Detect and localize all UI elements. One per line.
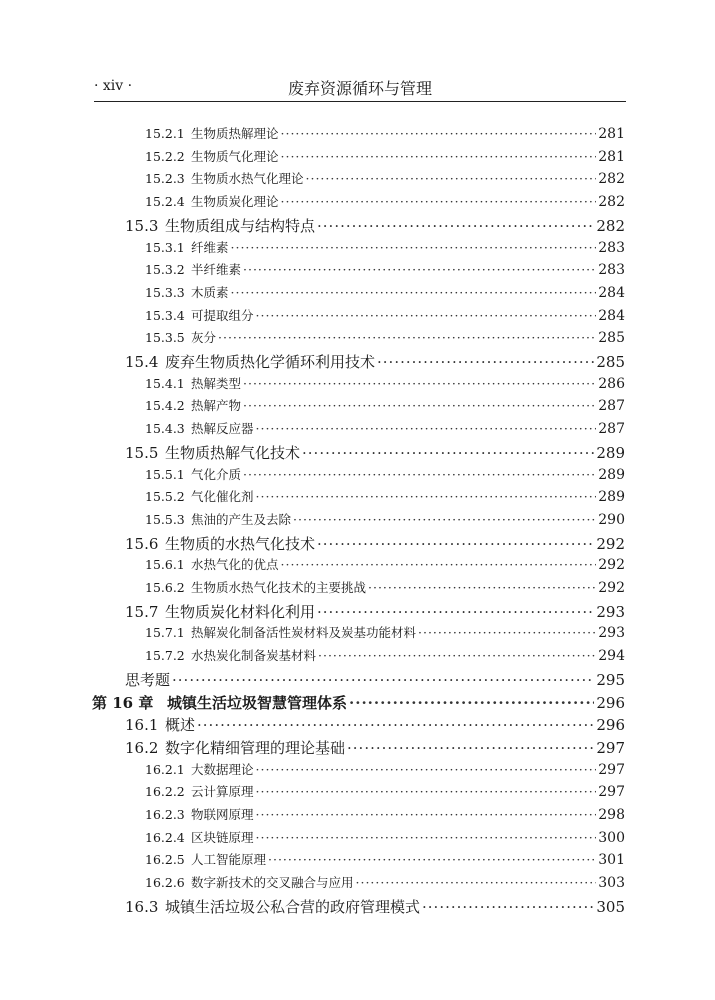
toc-entry-number: 15.4 [125,353,159,371]
dot-leader [218,330,596,345]
toc-entry-title: 人工智能原理 [191,852,267,868]
toc-entry-title: 水热炭化制备炭基材料 [191,648,317,664]
toc-entry-title: 数字化精细管理的理论基础 [165,738,346,757]
toc-entry [125,351,625,374]
toc-entry-page: 282 [596,216,625,235]
dot-leader [243,398,596,413]
dot-leader [281,149,597,164]
dot-leader [256,807,597,822]
toc-entry-number: 15.2.4 [145,194,185,210]
toc-entry [145,306,625,328]
toc-entry [125,896,625,919]
toc-entry-page: 286 [598,375,625,392]
toc-entry-title: 木质素 [191,284,229,300]
toc-entry-page: 298 [598,807,625,823]
toc-entry-number: 16.3 [125,897,159,916]
toc-entry-number: 15.6.1 [145,557,185,573]
toc-entry [145,555,625,577]
dot-leader [268,852,596,867]
toc-entry [145,147,625,169]
toc-entry-number: 15.3 [125,216,159,235]
toc-entry [145,374,625,396]
toc-entry [145,283,625,305]
toc-entry [125,669,625,692]
toc-entry-number: 15.5.1 [145,466,185,482]
toc-entry-page: 289 [598,489,625,506]
toc-entry [145,419,625,441]
toc-entry-title: 纤维素 [191,239,229,255]
dot-leader [231,240,597,255]
dot-leader [302,444,594,462]
toc-entry [125,215,625,238]
toc-entry-title: 大数据理论 [191,761,254,777]
toc-entry-page: 294 [598,648,625,665]
toc-entry-title: 焦油的产生及去除 [191,511,292,527]
dot-leader [243,467,596,482]
toc-entry [145,465,625,487]
toc-entry-page: 289 [598,466,625,483]
toc-entry-page: 305 [596,897,625,916]
toc-entry [125,714,625,737]
dot-leader [347,739,594,757]
toc-entry [145,238,625,260]
toc-entry-title: 气化介质 [191,466,242,482]
toc-entry-page: 301 [598,852,625,869]
toc-entry [145,850,625,872]
toc-entry [125,533,625,556]
dot-leader [306,171,597,186]
toc-entry-number: 15.4.3 [145,421,185,437]
toc-entry-title: 物联网原理 [191,807,254,822]
toc-entry-page: 285 [596,353,625,371]
toc-entry-number: 16.2.2 [145,784,185,800]
toc-entry-title: 生物质的水热气化技术 [165,534,316,553]
toc-entry [145,192,625,214]
toc-entry-number: 15.3.4 [145,307,185,323]
dot-leader [349,694,594,712]
toc-entry-page: 289 [596,443,625,462]
toc-entry [92,692,625,715]
toc-entry-page: 297 [598,761,625,778]
toc-entry-page: 293 [598,625,625,642]
toc-entry-number: 16.2.4 [145,829,185,845]
toc-entry-title: 生物质气化理论 [191,148,279,164]
toc-entry-number: 15.4.1 [145,375,185,391]
dot-leader [317,217,594,235]
dot-leader [281,557,597,572]
toc-entry [145,124,625,146]
toc-entry-title: 灰分 [191,330,217,346]
toc-entry-title: 水热气化的优点 [191,557,279,573]
dot-leader [356,875,597,890]
toc-entry-number: 15.2.1 [145,126,185,141]
toc-entry-page: 284 [598,307,625,324]
header-rule [94,101,626,102]
toc-entry [145,760,625,782]
toc-entry-title: 生物质炭化理论 [191,194,279,210]
toc-entry-page: 303 [598,875,625,892]
running-title: 废弃资源循环与管理 [287,79,432,98]
toc-entry-title: 热解炭化制备活性炭材料及炭基功能材料 [191,625,417,641]
toc-entry-number: 15.2.3 [145,171,185,187]
toc-entry-title: 热解产物 [191,398,242,414]
dot-leader [281,194,597,209]
toc-entry-page: 296 [596,716,625,735]
page-number: · xiv · [94,78,133,94]
toc-entry-page: 295 [596,670,625,689]
toc-entry-page: 297 [596,738,625,757]
toc-entry-number: 15.6.2 [145,580,185,595]
toc-entry-number: 第 16 章 [92,693,154,712]
toc-entry [125,601,625,624]
toc-entry [125,442,625,465]
toc-entry-title: 半纤维素 [191,262,242,278]
toc-entry-page: 282 [598,194,625,211]
toc-entry-page: 293 [596,602,625,621]
page-header [94,70,626,100]
toc-entry-number: 15.4.2 [145,398,185,414]
dot-leader [243,262,596,277]
dot-leader [256,489,597,504]
toc-entry [145,873,625,895]
dot-leader [377,353,594,371]
dot-leader [293,512,596,527]
toc-entry-page: 285 [598,330,625,347]
toc-entry-number: 15.5 [125,443,159,462]
toc-entry-page: 290 [598,511,625,528]
toc-entry [145,646,625,668]
dot-leader [368,580,596,595]
toc-entry-number: 15.3.2 [145,262,185,278]
toc-entry [125,737,625,760]
dot-leader [281,126,597,141]
toc-entry-title: 区块链原理 [191,829,254,845]
toc-entry-title: 废弃生物质热化学循环利用技术 [165,353,376,371]
toc-entry-number: 16.2 [125,738,159,757]
toc-entry [145,396,625,418]
toc-entry-title: 生物质组成与结构特点 [165,216,316,235]
toc-entry-number: 16.2.6 [145,875,185,891]
toc-entry-title: 生物质热解气化技术 [165,443,301,462]
dot-leader [317,535,594,553]
toc-entry-number: 15.5.3 [145,511,185,527]
toc-entry-title: 可提取组分 [191,307,254,323]
toc-entry-number: 15.7.1 [145,625,185,641]
toc-entry-title: 气化催化剂 [191,489,254,505]
toc-entry-title: 思考题 [125,670,171,689]
toc-entry-page: 281 [598,148,625,165]
dot-leader [256,421,597,436]
toc-entry-number: 16.2.5 [145,852,185,868]
toc-entry-page: 283 [598,262,625,279]
toc-entry [145,487,625,509]
dot-leader [231,285,597,300]
toc-entry-title: 概述 [165,716,196,735]
dot-leader [317,603,594,621]
toc-entry-page: 283 [598,239,625,256]
toc-entry-title: 热解反应器 [191,421,254,437]
toc-entry-page: 281 [598,126,625,142]
toc-entry-title: 云计算原理 [191,784,254,800]
toc-entry-page: 287 [598,421,625,438]
toc-entry-number: 15.3.1 [145,239,185,255]
toc-entry-page: 292 [598,557,625,574]
toc-entry-number: 15.3.3 [145,284,185,300]
toc-entry-title: 热解类型 [191,375,242,391]
dot-leader [422,898,594,916]
toc-entry-number: 15.7.2 [145,648,185,664]
dot-leader [197,716,594,734]
toc-entry-title: 生物质水热气化理论 [191,171,304,187]
toc-entry-page: 300 [598,829,625,846]
toc-entry-title: 数字新技术的交叉融合与应用 [191,875,354,891]
toc-entry-page: 297 [598,784,625,801]
toc-entry-number: 15.7 [125,602,159,621]
toc-entry [145,328,625,350]
toc-entry [145,260,625,282]
toc-entry [145,578,625,600]
toc-entry [145,828,625,850]
toc-entry-page: 292 [596,534,625,553]
toc-entry-title: 生物质炭化材料化利用 [165,602,316,621]
toc-entry-page: 296 [596,693,625,712]
toc-entry [145,782,625,804]
toc-entry-number: 15.3.5 [145,330,185,346]
toc-entry-number: 16.1 [125,716,159,735]
toc-entry-title: 生物质水热气化技术的主要挑战 [191,580,367,595]
dot-leader [172,671,594,689]
toc-entry-title: 城镇生活垃圾智慧管理体系 [167,693,348,712]
toc-entry [145,805,625,827]
toc-entry-title: 生物质热解理论 [191,126,279,141]
toc-entry-number: 15.5.2 [145,489,185,505]
toc-entry [145,169,625,191]
toc-entry-title: 城镇生活垃圾公私合营的政府管理模式 [165,897,421,916]
dot-leader [318,648,596,663]
dot-leader [256,784,597,799]
dot-leader [243,376,596,391]
toc-entry-page: 284 [598,284,625,301]
toc-entry-page: 292 [598,580,625,596]
toc-entry-number: 15.6 [125,534,159,553]
toc-entry-number: 16.2.1 [145,761,185,777]
dot-leader [256,830,597,845]
dot-leader [256,762,597,777]
dot-leader [418,625,596,640]
toc-entry [145,623,625,645]
toc-entry-page: 287 [598,398,625,415]
toc-entry [145,510,625,532]
dot-leader [256,308,597,323]
toc-entry-number: 15.2.2 [145,148,185,164]
toc-entry-number: 16.2.3 [145,807,185,822]
toc-entry-page: 282 [598,171,625,188]
